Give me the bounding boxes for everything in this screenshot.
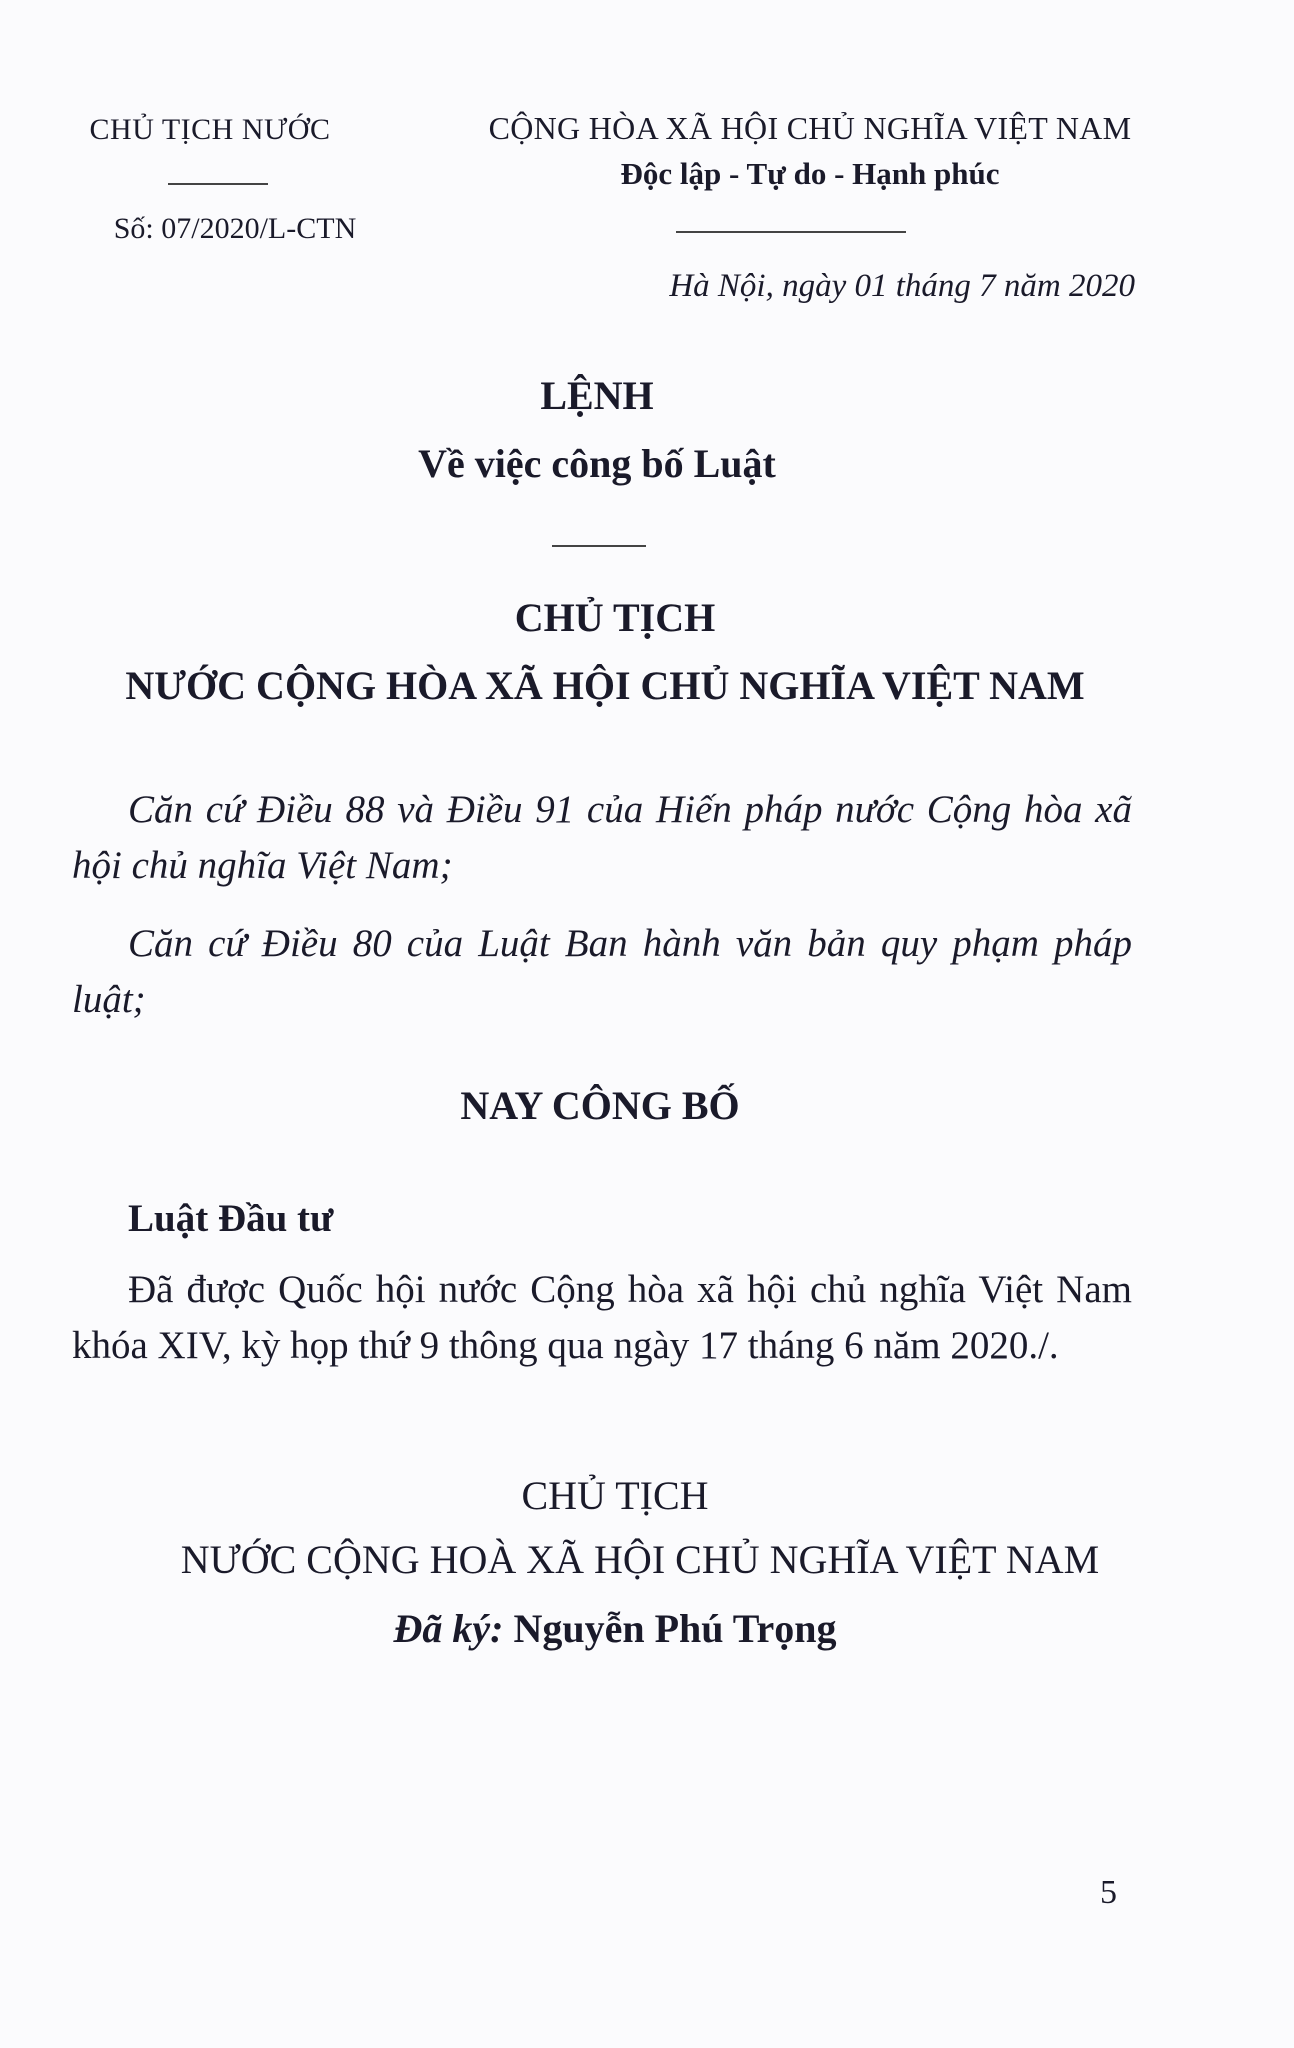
issuer-underline <box>168 183 268 185</box>
legal-basis-law: Căn cứ Điều 80 của Luật Ban hành văn bản quy phạm pháp luật; <box>72 922 1132 1021</box>
authority-country: NƯỚC CỘNG HÒA XÃ HỘI CHỦ NGHĨA VIỆT NAM <box>125 663 1085 708</box>
signature-title: CHỦ TỊCH <box>521 1473 709 1518</box>
motto-underline <box>676 231 906 233</box>
document-subject: Về việc công bố Luật <box>418 441 776 486</box>
signature-country: NƯỚC CỘNG HOÀ XÃ HỘI CHỦ NGHĨA VIỆT NAM <box>180 1537 1100 1582</box>
signature-line <box>0 1605 1230 1652</box>
republic-name: CỘNG HÒA XÃ HỘI CHỦ NGHĨA VIỆT NAM <box>488 110 1132 146</box>
legal-basis-constitution: Căn cứ Điều 88 và Điều 91 của Hiến pháp nước Cộng hòa xã hội chủ nghĩa Việt Nam; <box>72 788 1132 887</box>
document-type-title: LỆNH <box>540 373 654 418</box>
signer-name: Nguyễn Phú Trọng <box>513 1606 837 1651</box>
issuer-name: CHỦ TỊCH NƯỚC <box>89 113 331 146</box>
authority-title: CHỦ TỊCH <box>514 595 716 640</box>
law-name: Luật Đầu tư <box>128 1197 334 1240</box>
passage-statement: Đã được Quốc hội nước Cộng hòa xã hội chủ nghĩa Việt Nam khóa XIV, kỳ họp thứ 9 thông qua ngày 17 tháng 6 năm 2020./. <box>72 1268 1132 1367</box>
signed-label: Đã ký: <box>393 1606 514 1651</box>
place-and-date: Hà Nội, ngày 01 tháng 7 năm 2020 <box>669 268 1135 304</box>
national-motto: Độc lập - Tự do - Hạnh phúc <box>620 156 1000 191</box>
page-number: 5 <box>1100 1874 1117 1911</box>
promulgation-heading: NAY CÔNG BỐ <box>460 1083 740 1128</box>
document-number: Số: 07/2020/L-CTN <box>113 212 357 245</box>
title-divider <box>552 545 646 547</box>
